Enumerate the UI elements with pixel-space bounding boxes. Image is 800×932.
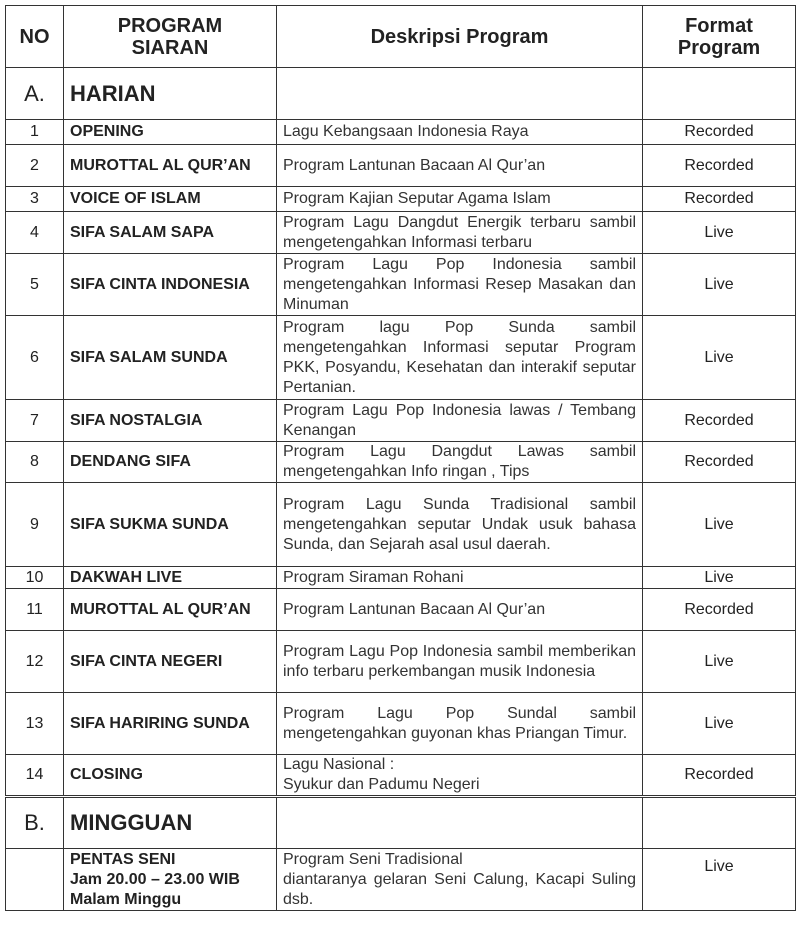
table-row — [6, 442, 796, 483]
program-description: Program Lagu Dangdut Energik terbaru sambil mengetengahkan Informasi terbaru — [277, 212, 643, 254]
program-format: Live — [643, 483, 796, 567]
header-description: Deskripsi Program — [277, 6, 643, 68]
section-row-harian — [6, 68, 796, 120]
table-row — [6, 145, 796, 187]
program-description-line: diantaranya gelaran Seni Calung, Kacapi Suling dsb. — [283, 870, 636, 908]
program-name-line: PENTAS SENI — [70, 850, 176, 868]
program-description: Program Lagu Dangdut Lawas sambil mengetengahkan Info ringan , Tips — [277, 442, 643, 483]
program-description: Program Lagu Sunda Tradisional sambil mengetengahkan seputar Undak usuk bahasa Sunda, dan Sejarah asal usul daerah. — [277, 483, 643, 567]
table-row — [6, 589, 796, 631]
program-description: Program Kajian Seputar Agama Islam — [277, 187, 643, 212]
row-number: 12 — [6, 631, 64, 693]
program-description: Lagu Kebangsaan Indonesia Raya — [277, 120, 643, 145]
program-format: Live — [643, 693, 796, 755]
program-format: Recorded — [643, 400, 796, 442]
section-code: A. — [6, 68, 64, 120]
program-format: Live — [643, 212, 796, 254]
program-name: MUROTTAL AL QUR’AN — [64, 589, 277, 631]
program-format: Recorded — [643, 755, 796, 797]
table-row — [6, 631, 796, 693]
section-title: HARIAN — [64, 68, 277, 120]
empty-cell — [277, 797, 643, 849]
table-body — [6, 68, 796, 911]
header-no: NO — [6, 6, 64, 68]
program-description: Program Lagu Pop Indonesia sambil mengetengahkan Informasi Resep Masakan dan Minuman — [277, 254, 643, 316]
empty-cell — [643, 797, 796, 849]
program-description: Program Lantunan Bacaan Al Qur’an — [277, 589, 643, 631]
program-description-line: Program Seni Tradisional — [283, 850, 463, 868]
table-row — [6, 567, 796, 589]
row-number: 14 — [6, 755, 64, 797]
program-description: Program Lantunan Bacaan Al Qur’an — [277, 145, 643, 187]
program-name — [64, 849, 277, 911]
program-description: Program lagu Pop Sunda sambil mengetengahkan Informasi seputar Program PKK, Posyandu, Kesehatan dan interakif seputar Pertanian. — [277, 316, 643, 400]
program-schedule-table — [5, 5, 796, 911]
table-row — [6, 316, 796, 400]
program-format: Live — [643, 631, 796, 693]
row-number: 2 — [6, 145, 64, 187]
header-format: Format Program — [643, 6, 796, 68]
program-format: Recorded — [643, 145, 796, 187]
program-name-line: Malam Minggu — [70, 890, 182, 908]
program-description: Program Siraman Rohani — [277, 567, 643, 589]
program-format: Live — [643, 567, 796, 589]
program-description: Program Lagu Pop Sundal sambil mengetengahkan guyonan khas Priangan Timur. — [277, 693, 643, 755]
program-name: DENDANG SIFA — [64, 442, 277, 483]
program-name: SIFA NOSTALGIA — [64, 400, 277, 442]
program-description — [277, 755, 643, 797]
table-row — [6, 849, 796, 911]
program-format: Recorded — [643, 442, 796, 483]
table-row — [6, 755, 796, 797]
program-name: DAKWAH LIVE — [64, 567, 277, 589]
section-code: B. — [6, 797, 64, 849]
row-number: 1 — [6, 120, 64, 145]
program-name-line: Jam 20.00 – 23.00 WIB — [70, 870, 240, 888]
program-description-line: Syukur dan Padumu Negeri — [283, 776, 480, 793]
header-program: PROGRAM SIARAN — [64, 6, 277, 68]
section-title: MINGGUAN — [64, 797, 277, 849]
program-description — [277, 849, 643, 911]
program-format: Recorded — [643, 120, 796, 145]
program-name: SIFA SALAM SAPA — [64, 212, 277, 254]
table-row — [6, 400, 796, 442]
program-name: SIFA CINTA INDONESIA — [64, 254, 277, 316]
row-number: 3 — [6, 187, 64, 212]
table-row — [6, 693, 796, 755]
row-number: 10 — [6, 567, 64, 589]
program-format: Recorded — [643, 589, 796, 631]
program-name: SIFA CINTA NEGERI — [64, 631, 277, 693]
row-number: 13 — [6, 693, 64, 755]
section-row-mingguan — [6, 797, 796, 849]
table-row — [6, 212, 796, 254]
program-name: MUROTTAL AL QUR’AN — [64, 145, 277, 187]
header-row — [6, 6, 796, 68]
program-name: OPENING — [64, 120, 277, 145]
table-row — [6, 483, 796, 567]
row-number: 8 — [6, 442, 64, 483]
program-format: Live — [643, 254, 796, 316]
program-name: SIFA SALAM SUNDA — [64, 316, 277, 400]
row-number: 7 — [6, 400, 64, 442]
table-row — [6, 254, 796, 316]
table-row — [6, 120, 796, 145]
table-row — [6, 187, 796, 212]
program-format: Live — [643, 849, 796, 911]
row-number — [6, 849, 64, 911]
program-format: Live — [643, 316, 796, 400]
row-number: 9 — [6, 483, 64, 567]
program-name: SIFA SUKMA SUNDA — [64, 483, 277, 567]
program-description: Program Lagu Pop Indonesia sambil memberikan info terbaru perkembangan musik Indonesia — [277, 631, 643, 693]
program-name: CLOSING — [64, 755, 277, 797]
row-number: 4 — [6, 212, 64, 254]
program-description-line: Lagu Nasional : — [283, 756, 395, 773]
row-number: 11 — [6, 589, 64, 631]
program-name: SIFA HARIRING SUNDA — [64, 693, 277, 755]
row-number: 6 — [6, 316, 64, 400]
row-number: 5 — [6, 254, 64, 316]
program-format: Recorded — [643, 187, 796, 212]
program-name: VOICE OF ISLAM — [64, 187, 277, 212]
program-description: Program Lagu Pop Indonesia lawas / Tembang Kenangan — [277, 400, 643, 442]
